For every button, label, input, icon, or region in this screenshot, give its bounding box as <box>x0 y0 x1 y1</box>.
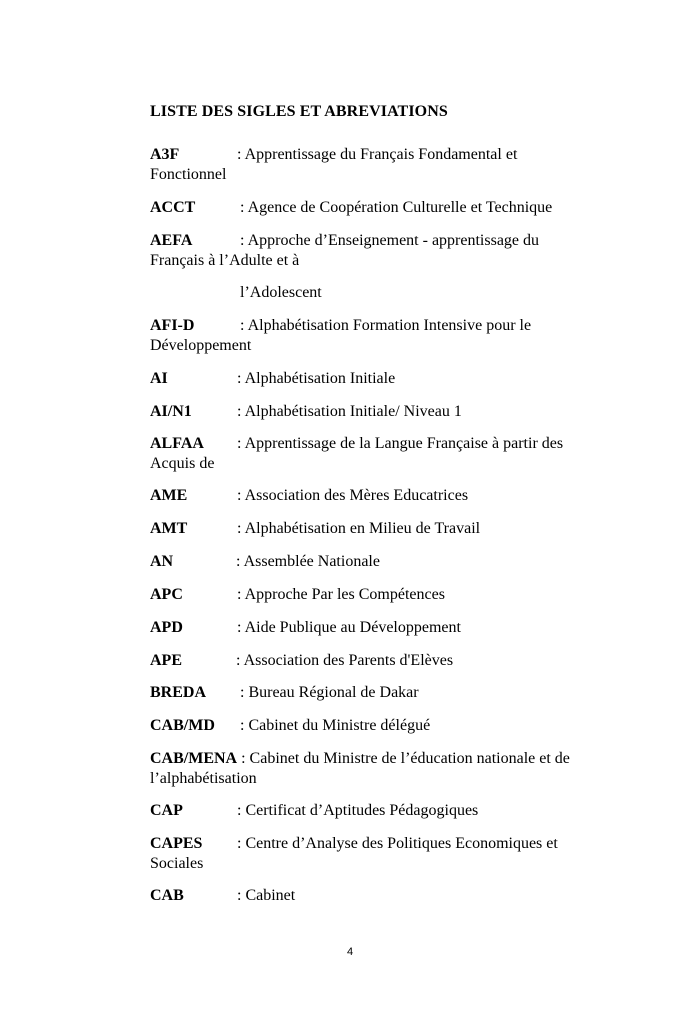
definition: : Aide Publique au Développement <box>237 619 461 636</box>
abbreviation-entry-cap <box>150 801 590 821</box>
abbreviation-entry-breda <box>150 683 590 703</box>
abbreviation: APC <box>150 586 183 603</box>
definition: : Centre d’Analyse des Politiques Economiques et <box>237 835 558 852</box>
definition: : Alphabétisation Formation Intensive pour le <box>240 317 532 334</box>
definition: : Apprentissage de la Langue Française à partir des <box>237 435 564 452</box>
abbreviation-entry-acct <box>150 198 590 218</box>
abbreviation: ALFAA <box>150 435 204 452</box>
abbreviation-entry-capes <box>150 834 590 874</box>
abbreviation-entry-alfaa <box>150 434 590 474</box>
abbreviation: AI/N1 <box>150 403 192 420</box>
abbreviation: CAB/MD <box>150 717 215 734</box>
definition: : Association des Mères Educatrices <box>237 487 469 504</box>
definition: : Apprentissage du Français Fondamental et <box>237 146 518 163</box>
abbreviation: AME <box>150 487 188 504</box>
page-number: 4 <box>346 946 354 958</box>
abbreviation: AEFA <box>150 232 193 249</box>
definition: : Alphabétisation Initiale <box>237 370 396 387</box>
abbreviation-entry-apd <box>150 618 590 638</box>
abbreviation: AMT <box>150 520 188 537</box>
abbreviation-entry-ai <box>150 369 590 389</box>
page-title: LISTE DES SIGLES ET ABREVIATIONS <box>150 103 448 120</box>
definition: : Approche Par les Compétences <box>237 586 445 603</box>
abbreviation-entry-cab-mena <box>150 749 590 789</box>
abbreviation: CAP <box>150 802 183 819</box>
abbreviation: AI <box>150 370 168 387</box>
definition: : Alphabétisation en Milieu de Travail <box>237 520 481 537</box>
definition-continuation: Fonctionnel <box>150 166 227 183</box>
definition: : Assemblée Nationale <box>236 553 380 570</box>
abbreviation-entry-afi-d <box>150 316 590 356</box>
definition-continuation: Développement <box>150 337 252 354</box>
definition-continuation: Sociales <box>150 855 204 872</box>
definition: : Cabinet du Ministre de l’éducation nationale et de <box>241 750 570 767</box>
definition: : Cabinet <box>237 887 296 904</box>
definition-continuation-indented: l’Adolescent <box>240 284 322 301</box>
definition-continuation: l’alphabétisation <box>150 770 257 787</box>
abbreviation: APD <box>150 619 183 636</box>
definition: : Alphabétisation Initiale/ Niveau 1 <box>237 403 462 420</box>
definition: : Agence de Coopération Culturelle et Technique <box>240 199 553 216</box>
abbreviation-entry-ape <box>150 651 590 671</box>
abbreviation-entry-a3f <box>150 145 590 185</box>
abbreviation: ACCT <box>150 199 196 216</box>
definition: : Bureau Régional de Dakar <box>240 684 419 701</box>
abbreviation: CAB/MENA <box>150 750 238 767</box>
definition: : Certificat d’Aptitudes Pédagogiques <box>237 802 479 819</box>
abbreviation: APE <box>150 652 182 669</box>
abbreviation: AN <box>150 553 174 570</box>
abbreviation: AFI-D <box>150 317 195 334</box>
abbreviation-entry-cab <box>150 886 590 906</box>
abbreviation-entry-amt <box>150 519 590 539</box>
abbreviation: CAPES <box>150 835 203 852</box>
abbreviation: A3F <box>150 146 180 163</box>
definition: : Association des Parents d'Elèves <box>236 652 454 669</box>
abbreviation: CAB <box>150 887 184 904</box>
abbreviation-entry-apc <box>150 585 590 605</box>
abbreviation-entry-ai-n1 <box>150 402 590 422</box>
abbreviation-entry-aefa <box>150 231 590 271</box>
abbreviation: BREDA <box>150 684 207 701</box>
definition-continuation: Français à l’Adulte et à <box>150 252 300 269</box>
abbreviation-entry-cab-md <box>150 716 590 736</box>
abbreviation-entry-ame <box>150 486 590 506</box>
definition: : Cabinet du Ministre délégué <box>240 717 431 734</box>
abbreviation-entry-an <box>150 552 590 572</box>
definition: : Approche d’Enseignement - apprentissage du <box>240 232 540 249</box>
definition-continuation: Acquis de <box>150 455 215 472</box>
